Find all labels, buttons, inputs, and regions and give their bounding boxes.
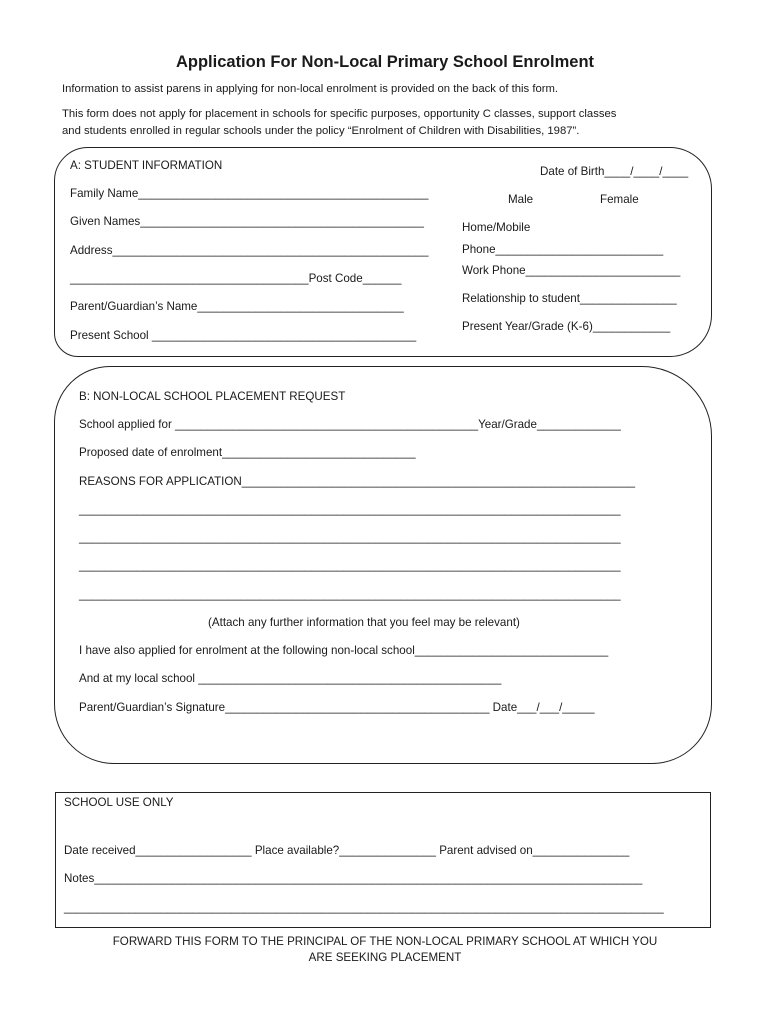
other-non-local-school-field[interactable]: I have also applied for enrolment at the following non-local school______________________________ (79, 644, 609, 657)
given-names-field[interactable]: Given Names____________________________________________ (70, 215, 424, 228)
school-applied-field[interactable]: School applied for _______________________________________________Year/Grade_____________ (79, 418, 621, 431)
notes-field[interactable]: Notes_____________________________________________________________________________________ (64, 872, 643, 885)
attach-note: (Attach any further information that you feel may be relevant) (208, 616, 520, 629)
footer-line-2: ARE SEEKING PLACEMENT (308, 951, 462, 964)
reasons-field[interactable]: REASONS FOR APPLICATION_____________________________________________________________ (79, 475, 636, 488)
local-school-field[interactable]: And at my local school _______________________________________________ (79, 672, 502, 685)
work-phone-field[interactable]: Work Phone________________________ (462, 264, 681, 277)
reasons-line[interactable]: ____________________________________________________________________________________ (79, 531, 621, 544)
reasons-line[interactable]: ____________________________________________________________________________________ (79, 503, 621, 516)
female-option[interactable]: Female (600, 193, 639, 206)
relationship-field[interactable]: Relationship to student_______________ (462, 292, 677, 305)
intro-line-3: and students enrolled in regular schools under the policy “Enrolment of Children with Disabilities, 1987”. (62, 125, 580, 137)
home-mobile-label: Home/Mobile (462, 221, 531, 234)
footer-instruction (0, 934, 770, 966)
post-code-field[interactable]: _____________________________________Post Code______ (70, 272, 402, 285)
male-option[interactable]: Male (508, 193, 534, 206)
form-title: Application For Non-Local Primary School Enrolment (175, 53, 595, 71)
phone-field[interactable]: Phone__________________________ (462, 243, 664, 256)
address-field[interactable]: Address_________________________________________________ (70, 244, 429, 257)
date-of-birth-field[interactable]: Date of Birth____/____/____ (540, 165, 689, 178)
footer-line-1: FORWARD THIS FORM TO THE PRINCIPAL OF THE NON-LOCAL PRIMARY SCHOOL AT WHICH YOU (112, 935, 658, 948)
parent-guardian-name-field[interactable]: Parent/Guardian’s Name________________________________ (70, 300, 404, 313)
section-b-heading: B: NON-LOCAL SCHOOL PLACEMENT REQUEST (79, 390, 346, 403)
proposed-date-field[interactable]: Proposed date of enrolment______________________________ (79, 446, 416, 459)
intro-line-2: This form does not apply for placement in schools for specific purposes, opportunity C classes, support classes (62, 108, 617, 120)
school-use-status-fields[interactable]: Date received__________________ Place available?_______________ Parent advised on_______________ (64, 844, 630, 857)
reasons-line[interactable]: ____________________________________________________________________________________ (79, 559, 621, 572)
family-name-field[interactable]: Family Name_____________________________________________ (70, 187, 429, 200)
reasons-line[interactable]: ____________________________________________________________________________________ (79, 588, 621, 601)
intro-line-1: Information to assist parens in applying for non-local enrolment is provided on the back of this form. (62, 83, 559, 95)
present-year-grade-field[interactable]: Present Year/Grade (K-6)____________ (462, 320, 671, 333)
present-school-field[interactable]: Present School _________________________________________ (70, 329, 417, 342)
school-use-heading: SCHOOL USE ONLY (64, 796, 174, 809)
signature-date-field[interactable]: Parent/Guardian’s Signature_________________________________________ Date___/___/_____ (79, 701, 595, 714)
section-a-heading: A: STUDENT INFORMATION (70, 159, 223, 172)
notes-line[interactable]: _____________________________________________________________________________________________ (64, 901, 664, 914)
